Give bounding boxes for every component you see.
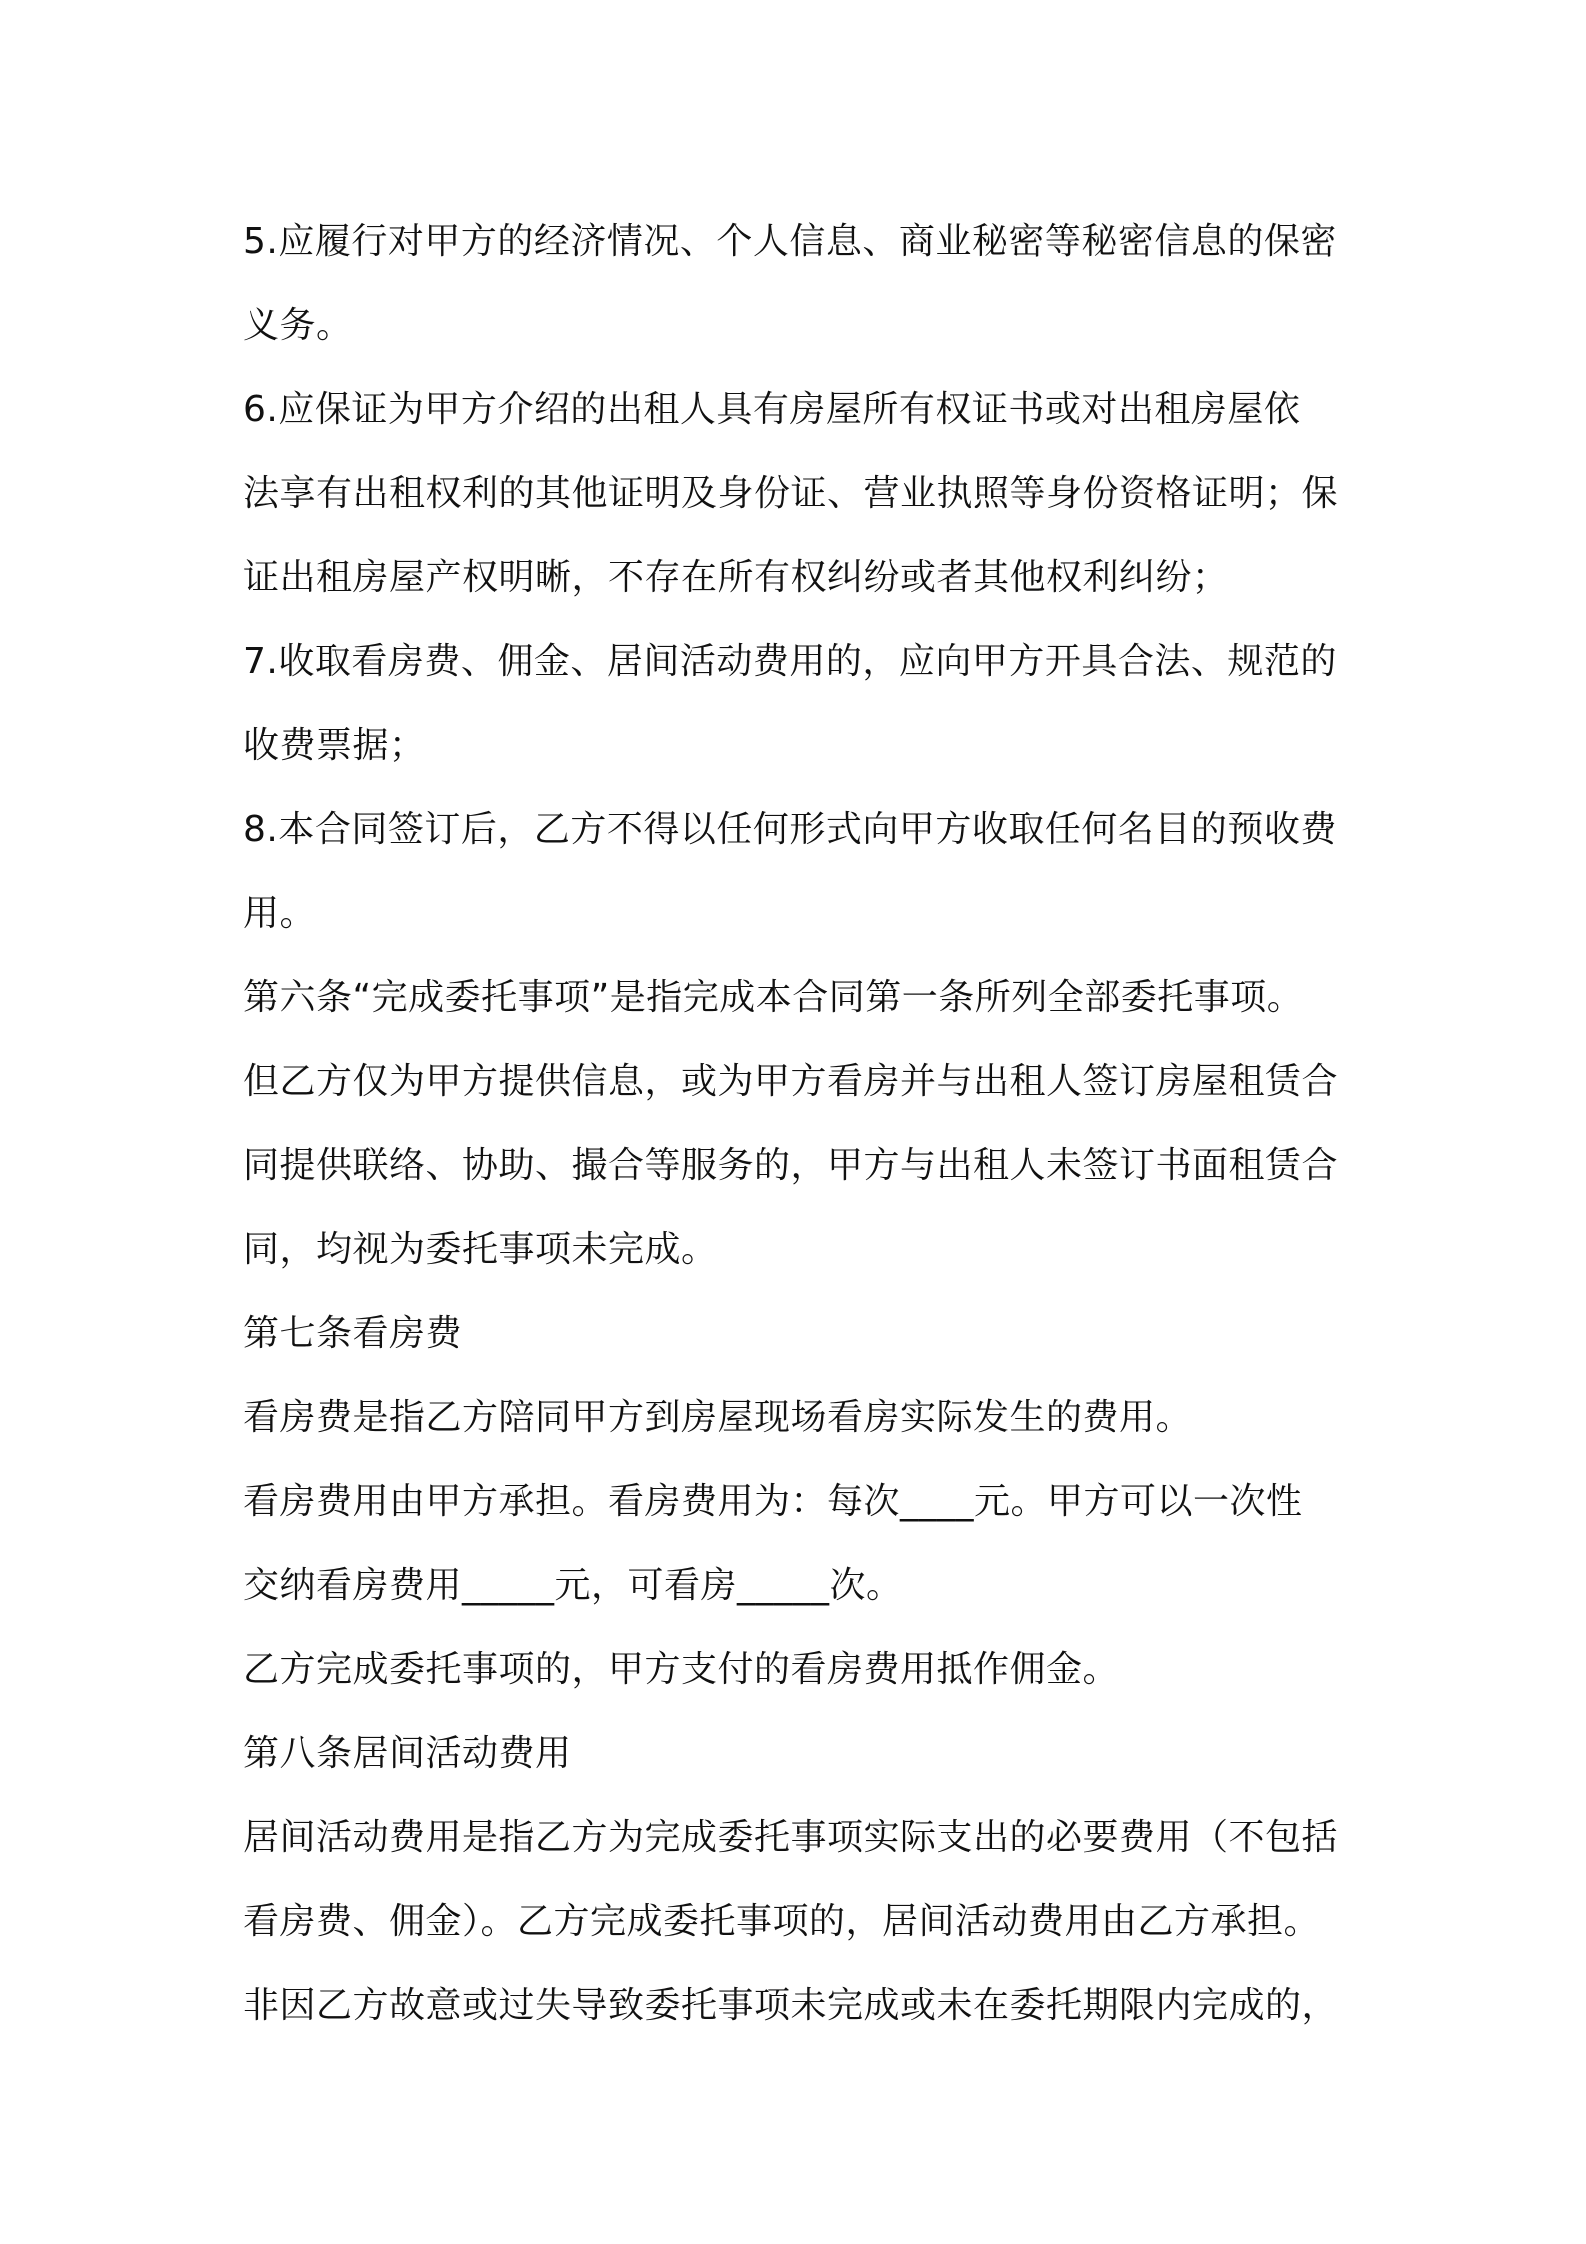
article-8-line-3: 非因乙方故意或过失导致委托事项未完成或未在委托期限内完成的， bbox=[243, 1985, 1339, 2026]
article-7-line-3: 交纳看房费用_____元，可看房_____次。 bbox=[243, 1565, 903, 1606]
article-6-line-1: 第六条“完成委托事项”是指完成本合同第一条所列全部委托事项。 bbox=[243, 977, 1304, 1018]
clause-8-line-2: 用。 bbox=[243, 893, 317, 934]
clause-8-line-1: 8.本合同签订后，乙方不得以任何形式向甲方收取任何名目的预收费 bbox=[243, 809, 1337, 850]
clause-5-line-2: 义务。 bbox=[243, 305, 353, 346]
clause-6-line-1: 6.应保证为甲方介绍的出租人具有房屋所有权证书或对出租房屋依 bbox=[243, 389, 1301, 430]
article-7-line-2: 看房费用由甲方承担。看房费用为：每次____元。甲方可以一次性 bbox=[243, 1481, 1303, 1522]
clause-7-line-2: 收费票据； bbox=[243, 725, 426, 766]
article-8-line-1: 居间活动费用是指乙方为完成委托事项实际支出的必要费用（不包括 bbox=[243, 1817, 1339, 1858]
article-8-line-2: 看房费、佣金）。乙方完成委托事项的，居间活动费用由乙方承担。 bbox=[243, 1901, 1321, 1942]
article-6-line-3: 同提供联络、协助、撮合等服务的，甲方与出租人未签订书面租赁合 bbox=[243, 1145, 1339, 1186]
document-body bbox=[243, 200, 1363, 2048]
article-7-line-4: 乙方完成委托事项的，甲方支付的看房费用抵作佣金。 bbox=[243, 1649, 1120, 1690]
article-6-line-2: 但乙方仅为甲方提供信息，或为甲方看房并与出租人签订房屋租赁合 bbox=[243, 1061, 1339, 1102]
article-8-heading: 第八条居间活动费用 bbox=[243, 1733, 572, 1774]
clause-7-line-1: 7.收取看房费、佣金、居间活动费用的，应向甲方开具合法、规范的 bbox=[243, 641, 1337, 682]
article-7-line-1: 看房费是指乙方陪同甲方到房屋现场看房实际发生的费用。 bbox=[243, 1397, 1193, 1438]
clause-6-line-2: 法享有出租权利的其他证明及身份证、营业执照等身份资格证明；保 bbox=[243, 473, 1339, 514]
article-7-heading: 第七条看房费 bbox=[243, 1313, 463, 1354]
clause-5-line-1: 5.应履行对甲方的经济情况、个人信息、商业秘密等秘密信息的保密 bbox=[243, 221, 1337, 262]
article-6-line-4: 同，均视为委托事项未完成。 bbox=[243, 1229, 718, 1270]
clause-6-line-3: 证出租房屋产权明晰，不存在所有权纠纷或者其他权利纠纷； bbox=[243, 557, 1229, 598]
